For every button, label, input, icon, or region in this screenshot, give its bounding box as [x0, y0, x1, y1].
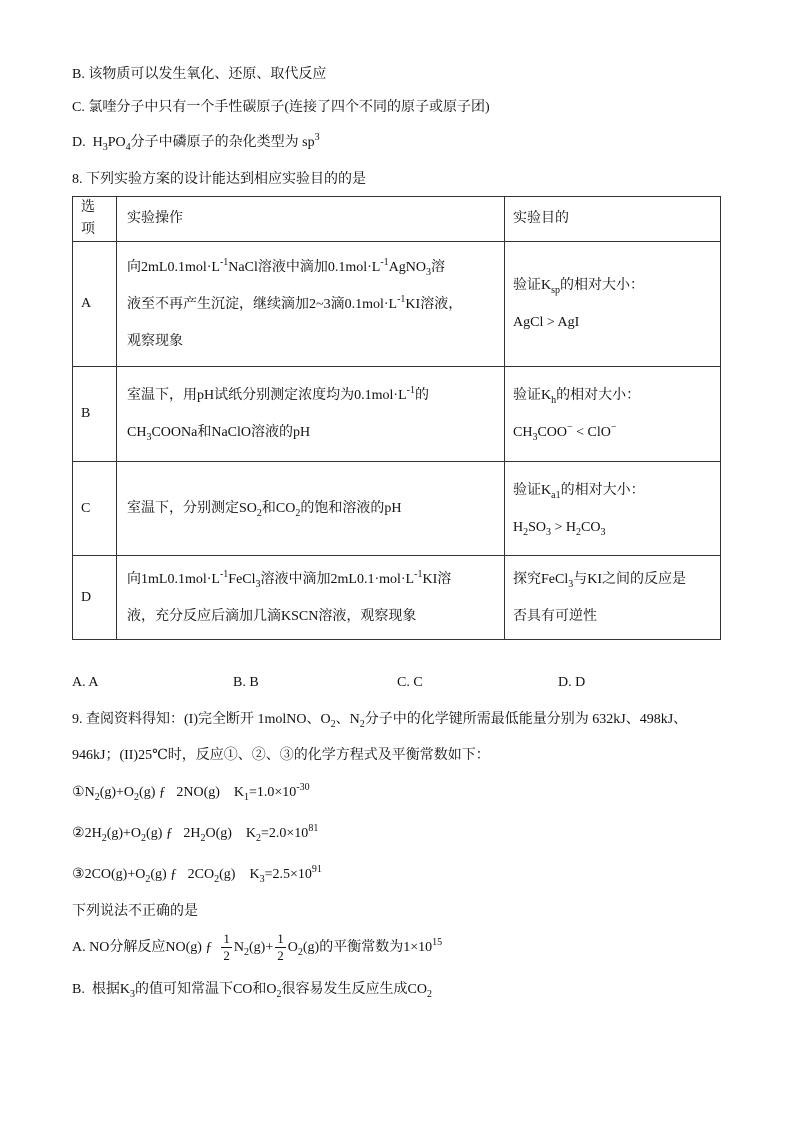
- subscript: 3: [102, 142, 108, 153]
- text-line: [127, 414, 496, 451]
- fraction-denominator: 2: [223, 948, 230, 964]
- purpose-cell: [505, 462, 721, 556]
- subscript: 2: [276, 989, 282, 1000]
- q8-stem: [72, 169, 366, 191]
- subscript: 3: [129, 989, 135, 1000]
- superscript: -1: [219, 568, 229, 580]
- equation-1: [72, 781, 310, 805]
- equation-2: [72, 822, 318, 846]
- text-run: ③: [72, 867, 85, 882]
- formula-text: 0.1mol·L: [327, 259, 381, 275]
- header-operation: 实验操作: [117, 197, 505, 242]
- subscript: 4: [125, 142, 131, 153]
- subscript: 3: [426, 266, 432, 278]
- formula-text: FeCl: [228, 571, 256, 587]
- text-run: 之间的反应是: [602, 571, 687, 587]
- superscript: 81: [308, 823, 319, 834]
- text-line: [127, 249, 496, 286]
- formula-text: SO: [528, 519, 547, 535]
- formula-text: 2~3: [309, 296, 331, 312]
- formula-text: 2mL0.1mol·L: [141, 259, 220, 275]
- text-run: 的饱和溶液的: [300, 501, 385, 516]
- q9-choice-b: [72, 979, 432, 1001]
- formula-text: N: [84, 785, 95, 800]
- text-run: 的相对大小：: [556, 388, 641, 403]
- formula-text: SO: [239, 501, 257, 516]
- formula-text: O: [266, 982, 277, 997]
- formula-text: (g) ƒ 2H: [146, 826, 201, 841]
- text-line: [127, 561, 496, 598]
- text-line: [513, 414, 712, 451]
- text-run: 液至不再产生沉淀，继续滴加: [127, 296, 309, 312]
- subscript: a1: [551, 489, 561, 501]
- text-line: [513, 267, 712, 304]
- formula-text: KSCN: [281, 608, 319, 624]
- formula-text: K: [541, 278, 552, 293]
- subscript: 2: [427, 989, 432, 1000]
- q8-choice-d: D. D: [558, 675, 586, 690]
- table-row: [73, 556, 721, 640]
- q7-option-d: [72, 132, 320, 154]
- fraction: [221, 932, 232, 963]
- text-line: [513, 377, 712, 414]
- text-run: D.: [72, 135, 93, 150]
- text-run: 与: [573, 571, 588, 587]
- formula-text: =2.5×10: [264, 867, 312, 882]
- text-run: 探究: [513, 571, 541, 587]
- text-run: 下列说法不正确的是: [72, 904, 198, 919]
- subscript: 2: [141, 833, 147, 844]
- formula-text: CO: [581, 519, 601, 535]
- q8-choice-b: B. B: [233, 675, 259, 690]
- text-run: 溶液，观察现象: [318, 608, 417, 624]
- text-run: 观察现象: [127, 333, 183, 349]
- text-run: 9. 查阅资料得知：(I)完全断开 1molNO、: [72, 712, 321, 727]
- text-run: 的相对大小：: [560, 278, 645, 293]
- text-run: 分子中磷原子的杂化类型为: [130, 135, 303, 150]
- formula-text: K: [541, 388, 552, 403]
- subscript: 2: [145, 874, 151, 885]
- text-run: 液，充分反应后滴加几滴: [127, 608, 281, 624]
- superscript: -1: [414, 568, 423, 580]
- text-run: 溶液，: [420, 296, 463, 312]
- text-line: [513, 598, 712, 635]
- subscript: 2: [523, 526, 529, 538]
- formula-text: O(g) K: [205, 826, 257, 841]
- purpose-cell: [505, 242, 721, 367]
- text-run: 试纸分别测定浓度均为: [214, 388, 355, 403]
- subscript: 2: [134, 792, 140, 803]
- formula-text: (g)+O: [99, 785, 135, 800]
- text-run: B. 根据: [72, 982, 120, 997]
- formula-text: N: [349, 712, 360, 727]
- q7-option-c: [72, 97, 490, 119]
- subscript: 2: [330, 719, 336, 730]
- subscript: 2: [256, 508, 262, 519]
- text-run: 的: [414, 388, 429, 403]
- formula-text: H: [513, 519, 524, 535]
- subscript: 3: [568, 578, 574, 590]
- formula-text: O: [287, 940, 298, 955]
- q8-choice-c: C. C: [397, 675, 423, 690]
- text-run: 、: [335, 712, 350, 727]
- text-run: 分子中的化学键所需最低能量分别为 632kJ、498kJ、: [364, 712, 688, 727]
- formula-text: < ClO: [572, 425, 611, 440]
- table-row: [73, 242, 721, 367]
- superscript: 3: [314, 132, 320, 143]
- formula-text: > H: [551, 519, 577, 535]
- option-cell: B: [73, 367, 117, 462]
- formula-text: N: [233, 940, 245, 955]
- formula-text: AgNO: [388, 259, 427, 275]
- formula-text: K: [119, 982, 130, 997]
- option-cell: D: [73, 556, 117, 640]
- formula-text: COONa: [151, 425, 198, 440]
- text-run: 否具有可逆性: [513, 608, 597, 624]
- subscript: 3: [600, 526, 606, 538]
- text-run: 室温下，分别测定: [127, 501, 239, 516]
- subscript: 2: [297, 947, 303, 958]
- text-run: ②: [72, 826, 85, 841]
- operation-cell: [117, 556, 505, 640]
- text-line: [513, 472, 712, 509]
- superscript: -1: [219, 256, 229, 268]
- formula-text: (g)+: [249, 940, 274, 955]
- text-line: [127, 377, 496, 414]
- formula-text: KI: [405, 296, 421, 312]
- text-run: A. NO分解反应: [72, 940, 166, 955]
- q9-stem-line-1: [72, 709, 687, 731]
- subscript: 3: [532, 432, 538, 443]
- text-line: [127, 286, 496, 323]
- text-run: 和: [261, 501, 276, 516]
- text-run: 溶: [431, 259, 446, 275]
- q9-prompt: [72, 901, 198, 923]
- text-line: [127, 490, 496, 527]
- formula-text: CO: [275, 501, 296, 516]
- equation-3: [72, 863, 322, 887]
- text-run: 8. 下列实验方案的设计能达到相应实验目的的是: [72, 172, 366, 187]
- subscript: 2: [94, 792, 100, 803]
- subscript: 2: [576, 526, 582, 538]
- text-line: [513, 561, 712, 598]
- subscript: 1: [244, 792, 250, 803]
- subscript: 2: [256, 833, 262, 844]
- operation-cell: [117, 462, 505, 556]
- option-cell: A: [73, 242, 117, 367]
- formula-text: AgCl > AgI: [513, 315, 580, 330]
- q9-stem-line-2: [72, 745, 490, 767]
- fraction-numerator: 1: [223, 931, 230, 947]
- formula-text: KI: [422, 571, 438, 587]
- formula-text: 1×10: [403, 940, 433, 955]
- text-run: 验证: [513, 482, 541, 498]
- operation-cell: [117, 242, 505, 367]
- superscript: -1: [406, 385, 415, 396]
- subscript: 3: [546, 526, 552, 538]
- formula-text: 2CO(g)+O: [84, 867, 146, 882]
- superscript: −: [610, 422, 617, 433]
- superscript: 15: [432, 937, 443, 948]
- text-line: [127, 598, 496, 635]
- superscript: −: [567, 422, 573, 433]
- text-line: [127, 323, 496, 360]
- q7-option-b: [72, 64, 326, 86]
- experiment-table: [72, 196, 721, 640]
- text-run: 溶液中滴加: [260, 571, 331, 587]
- formula-text: FeCl: [541, 571, 569, 587]
- formula-text: KI: [587, 571, 603, 587]
- formula-text: CO: [407, 982, 427, 997]
- text-line: [513, 509, 712, 546]
- purpose-cell: [505, 556, 721, 640]
- subscript: 2: [214, 874, 220, 885]
- text-run: 滴: [330, 296, 345, 312]
- text-run: 溶: [437, 571, 452, 587]
- subscript: 2: [244, 947, 250, 958]
- formula-text: 0.1mol·L: [354, 388, 407, 403]
- subscript: 2: [200, 833, 206, 844]
- formula-text: H: [92, 135, 103, 150]
- option-cell: C: [73, 462, 117, 556]
- superscript: -30: [296, 782, 310, 793]
- formula-text: NaCl: [228, 259, 258, 275]
- formula-text: O: [320, 712, 331, 727]
- text-run: 的相对大小：: [560, 482, 645, 498]
- formula-text: (g) ƒ 2NO(g) K: [139, 785, 245, 800]
- text-run: 946kJ；(II)25℃时，反应①、②、③的化学方程式及平衡常数如下：: [72, 748, 490, 763]
- formula-text: sp: [302, 135, 315, 150]
- operation-cell: [117, 367, 505, 462]
- text-run: 向: [127, 259, 141, 275]
- text-run: 很容易发生反应生成: [281, 982, 408, 997]
- text-run: 溶液的: [251, 425, 294, 440]
- formula-text: 2H: [84, 826, 102, 841]
- text-run: 和: [197, 425, 212, 440]
- formula-text: =1.0×10: [249, 785, 297, 800]
- formula-text: NaClO: [211, 425, 252, 440]
- fraction: [275, 932, 286, 963]
- subscript: 2: [295, 508, 301, 519]
- superscript: -1: [380, 256, 389, 268]
- formula-text: =2.0×10: [261, 826, 309, 841]
- text-run: C. 氯喹分子中只有一个手性碳原子(连接了四个不同的原子或原子团): [72, 100, 490, 115]
- formula-text: (g) ƒ 2CO: [150, 867, 215, 882]
- formula-text: (g): [302, 940, 320, 955]
- text-run: B. 该物质可以发生氧化、还原、取代反应: [72, 67, 327, 82]
- text-run: 验证: [513, 388, 541, 403]
- formula-text: pH: [293, 425, 311, 440]
- table-header-row: [73, 197, 721, 242]
- fraction-numerator: 1: [277, 931, 284, 947]
- table-row: [73, 367, 721, 462]
- text-run: 的平衡常数为: [319, 940, 404, 955]
- table-row: [73, 462, 721, 556]
- formula-text: COO: [537, 425, 568, 440]
- formula-text: K: [541, 482, 552, 498]
- header-purpose: 实验目的: [505, 197, 721, 242]
- formula-text: CH: [513, 425, 533, 440]
- subscript: sp: [551, 285, 561, 296]
- formula-text: (g)+O: [106, 826, 142, 841]
- formula-text: CH: [127, 425, 147, 440]
- formula-text: 1mL0.1mol·L: [141, 571, 220, 587]
- subscript: 3: [146, 432, 152, 443]
- subscript: 3: [255, 578, 261, 590]
- superscript: 91: [311, 864, 322, 875]
- subscript: 2: [101, 833, 107, 844]
- purpose-cell: [505, 367, 721, 462]
- subscript: h: [551, 395, 557, 406]
- subscript: 3: [259, 874, 265, 885]
- superscript: -1: [397, 293, 406, 305]
- fraction-denominator: 2: [277, 948, 284, 964]
- header-option: 选项: [73, 197, 117, 242]
- text-run: ①: [72, 785, 85, 800]
- formula-text: PO: [107, 135, 126, 150]
- text-run: 向: [127, 571, 141, 587]
- formula-text: pH: [197, 388, 215, 403]
- text-line: [513, 304, 712, 341]
- formula-text: NO(g) ƒ: [165, 940, 220, 955]
- formula-text: (g) K: [219, 867, 260, 882]
- q9-choice-a: [72, 931, 442, 965]
- text-run: 的值可知常温下CO和: [134, 982, 267, 997]
- subscript: 2: [359, 719, 365, 730]
- formula-text: 2mL0.1·mol·L: [330, 571, 415, 587]
- text-run: 验证: [513, 278, 541, 293]
- text-run: 溶液中滴加: [257, 259, 328, 275]
- q8-choice-a: A. A: [72, 675, 99, 690]
- text-run: 室温下，用: [127, 388, 197, 403]
- formula-text: pH: [384, 501, 402, 516]
- formula-text: 0.1mol·L: [344, 296, 398, 312]
